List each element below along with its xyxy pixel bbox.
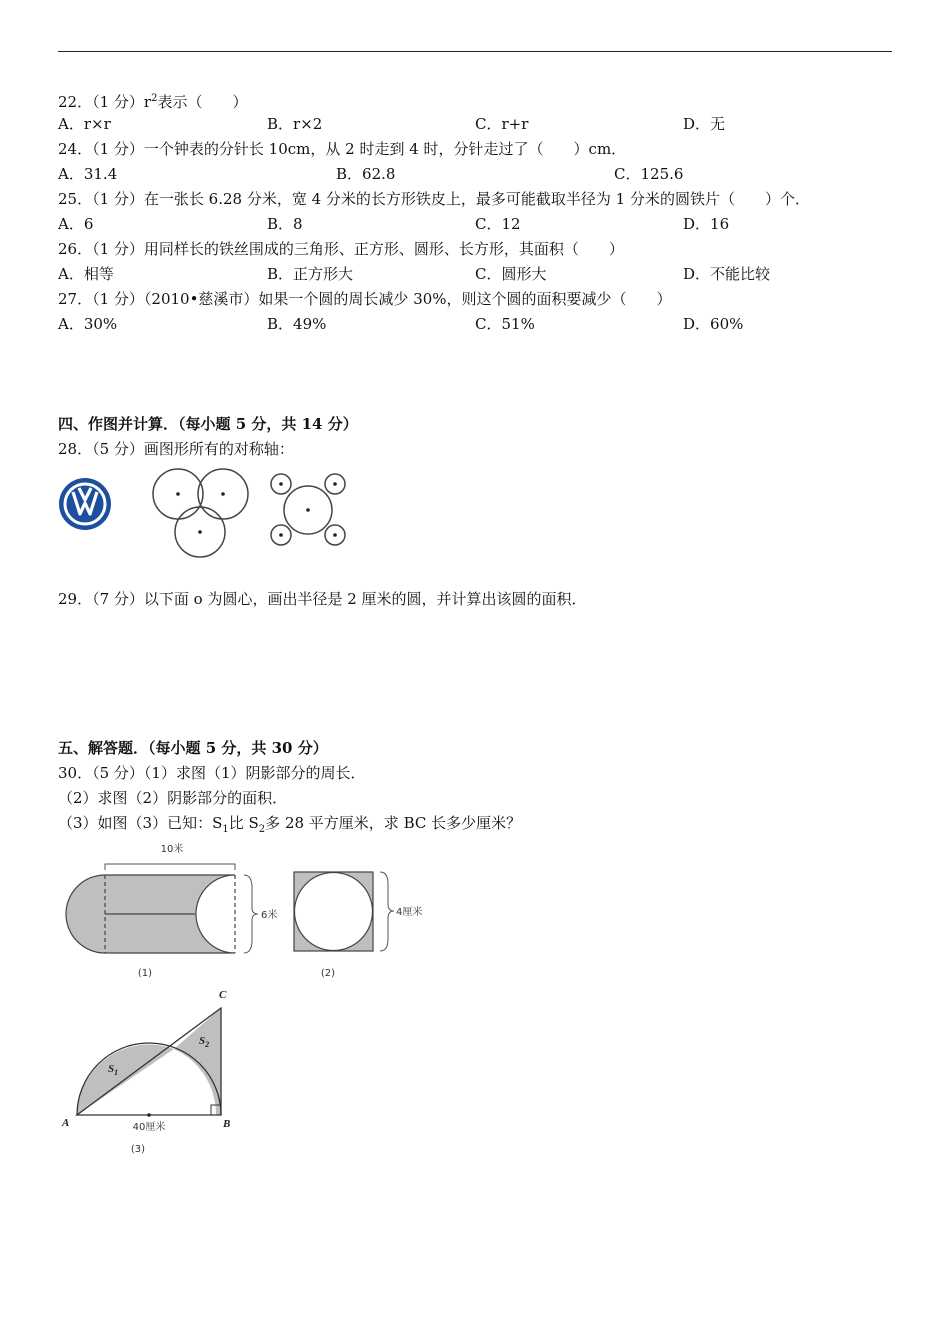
q26-option-b: B．正方形大 [267,265,354,283]
q25-option-d: D．16 [683,215,730,233]
q27-option-b: B．49% [267,315,327,333]
q22-option-c: C．r+r [475,115,529,133]
question-30-stem: 30．（5 分）（1）求图（1）阴影部分的周长． [58,764,366,782]
question-30-part2: （2）求图（2）阴影部分的面积． [58,789,288,807]
q30-part3-text: （3）如图（3）已知：S [58,814,223,832]
q27-option-c: C．51% [475,315,535,333]
center-dot [306,508,310,512]
label-a: A [62,1117,70,1129]
label-s1: $S_1$ [108,1063,119,1077]
question-29-stem: 29．（7 分）以下面 o 为圆心，画出半径是 2 厘米的圆，并计算出该圆的面积． [58,590,587,608]
q25-option-c: C．12 [475,215,521,233]
fig3-caption: (3) [130,1144,146,1155]
center-dot [333,482,337,486]
header-rule [58,51,892,52]
label-s2: $S_2$ [199,1035,210,1049]
label-b: B [223,1118,231,1130]
center-dot [176,492,180,496]
question-22-stem [58,89,247,112]
q30-part3-text: 比 S [228,814,259,832]
q26-option-d: D．不能比较 [683,265,771,283]
figure-3 [56,986,246,1156]
question-27-stem: 27．（1 分）（2010•慈溪市）如果一个圆的周长减少 30%，则这个圆的面积要减少（ ） [58,290,672,308]
center-dot [221,492,225,496]
question-26-stem: 26．（1 分）用同样长的铁丝围成的三角形、正方形、圆形、长方形，其面积（ ） [58,240,624,258]
question-24-stem: 24．（1 分）一个钟表的分针长 10cm，从 2 时走到 4 时，分针走过了（ ）cm． [58,140,627,158]
fig1-top-label: 10米 [160,844,184,855]
q27-option-d: D．60% [683,315,744,333]
q24-option-a: A．31.4 [58,165,118,183]
fig2-side-label: 4厘米 [396,907,423,918]
q30-part3-subscript: 2 [258,824,266,835]
q26-option-c: C．圆形大 [475,265,547,283]
fig2-caption: (2) [320,968,336,979]
fig1-side-label: 6米 [261,910,278,921]
q22-stem-tail: 表示（ ） [157,93,248,111]
center-dot [279,482,283,486]
section-4-title: 四、作图并计算．（每小题 5 分，共 14 分） [58,415,358,433]
midpoint-dot [147,1113,151,1117]
center-dot [198,530,202,534]
q22-stem-text: 22．（1 分）r [58,93,152,111]
figure-2 [288,866,438,986]
five-circles-figure [266,472,350,552]
q25-option-a: A．6 [58,215,94,233]
section-5-title: 五、解答题．（每小题 5 分，共 30 分） [58,739,328,757]
q22-option-b: B．r×2 [267,115,323,133]
top-brace [105,864,235,870]
inner-circle [295,873,373,951]
q22-option-a: A．r×r [58,115,111,133]
center-dot [333,533,337,537]
question-25-stem: 25．（1 分）在一张长 6.28 分米，宽 4 分米的长方形铁皮上，最多可能截取半径为 1 分米的圆铁片（ ）个． [58,190,810,208]
side-brace [244,875,258,953]
q30-part3-subscript: 1 [222,824,229,835]
q26-option-a: A．相等 [58,265,114,283]
question-30-part3 [58,813,521,840]
question-28-stem: 28．（5 分）画图形所有的对称轴： [58,440,294,458]
q27-option-a: A．30% [58,315,118,333]
center-dot [279,533,283,537]
vw-logo-figure [58,474,114,534]
q24-option-c: C．125.6 [614,165,684,183]
q30-part3-text: 多 28 平方厘米，求 BC 长多少厘米？ [265,814,522,832]
figure-1 [60,838,290,988]
q22-option-d: D．无 [683,115,726,133]
label-c: C [219,989,227,1001]
fig1-caption: (1) [137,968,153,979]
base-label: 40厘米 [132,1122,166,1133]
q22-superscript: 2 [151,93,158,104]
q24-option-b: B．62.8 [336,165,396,183]
side-brace [380,872,394,951]
q25-option-b: B．8 [267,215,303,233]
three-circles-figure [150,466,255,560]
